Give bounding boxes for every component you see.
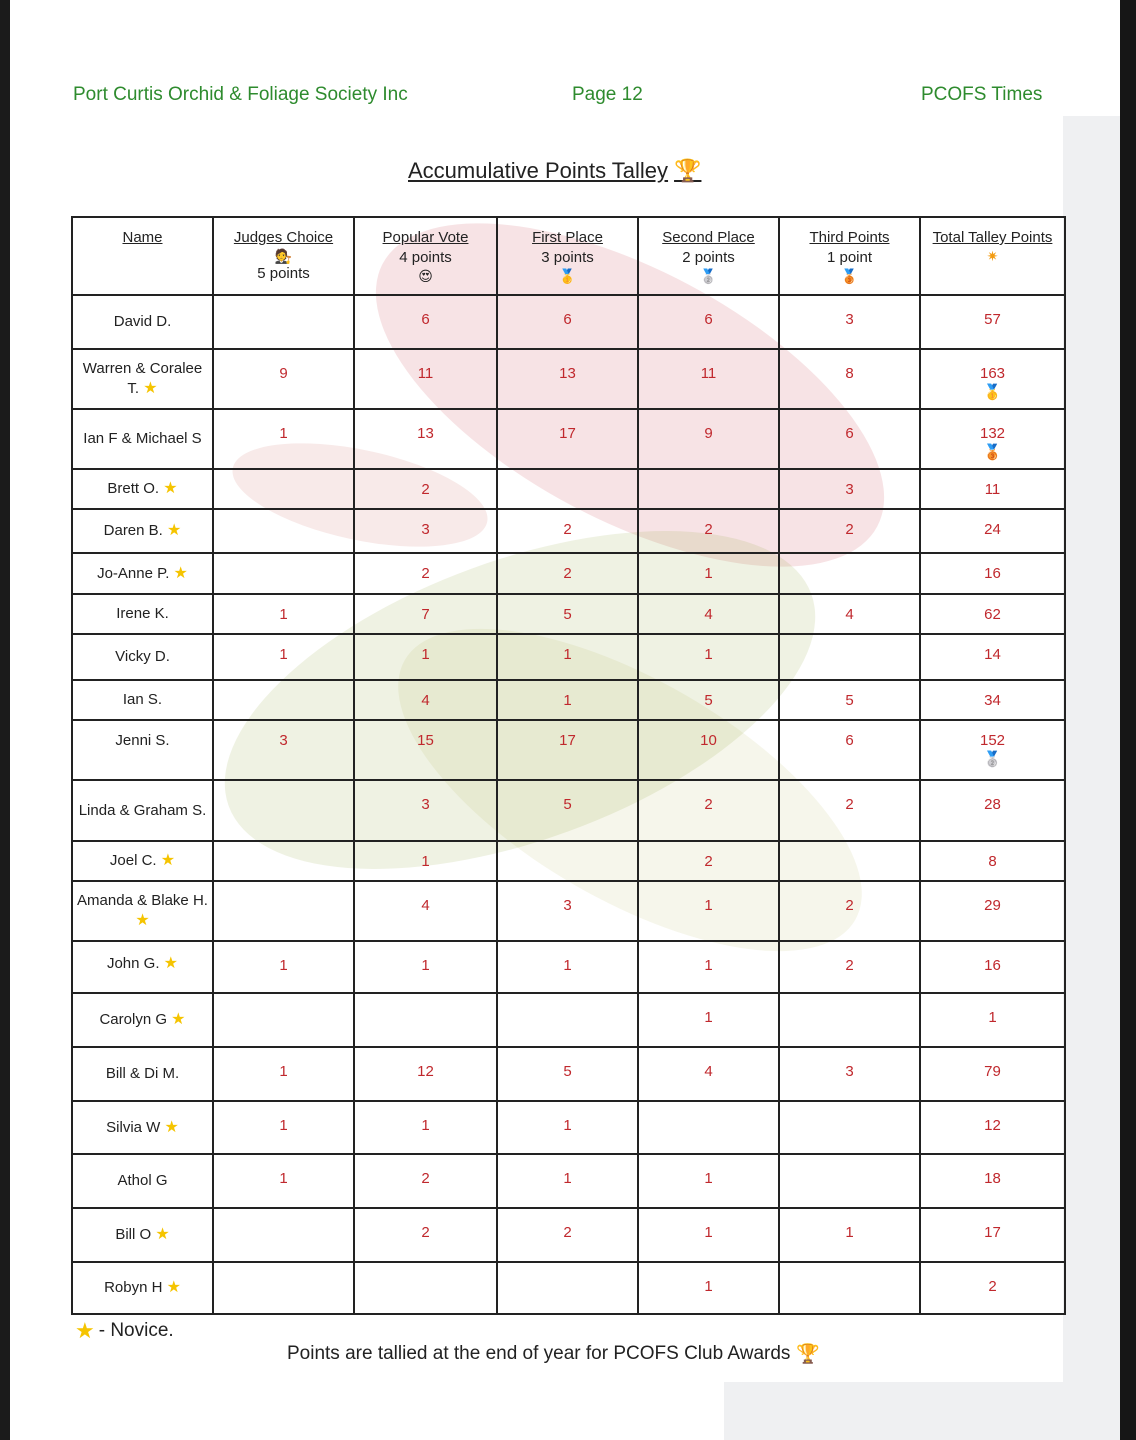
third-points-cell (779, 1154, 920, 1208)
table-row (72, 881, 1065, 941)
total-points-cell: 34 (920, 680, 1065, 720)
total-points-value: 163 (979, 365, 1006, 382)
second-place-cell: 1 (638, 553, 779, 594)
popular-vote-cell: 3 (354, 509, 497, 553)
popular-vote-cell: 1 (354, 1101, 497, 1154)
heart-eyes-icon: 😍 (418, 268, 433, 284)
newsletter-page (10, 0, 1120, 1440)
third-points-cell: 6 (779, 720, 920, 780)
member-name-text: Daren B. (103, 522, 163, 539)
third-points-cell: 3 (779, 295, 920, 349)
third-points-cell (779, 553, 920, 594)
header-judges-label: Judges Choice (233, 229, 334, 246)
third-points-cell (779, 841, 920, 881)
page-title-text: Accumulative Points Talley (408, 158, 669, 183)
popular-vote-cell: 4 (354, 680, 497, 720)
footer-note-text: Points are tallied at the end of year for PCOFS Club Awards (287, 1343, 791, 1364)
total-points-cell: 8 (920, 841, 1065, 881)
second-place-cell: 1 (638, 634, 779, 680)
novice-star-icon: ★ (171, 1011, 186, 1028)
novice-star-icon: ★ (164, 1118, 179, 1136)
total-points-cell: 1 (920, 993, 1065, 1047)
silver-medal-icon: 🥈 (699, 268, 718, 284)
table-row (72, 993, 1065, 1047)
header-third-label: Third Points (809, 229, 890, 246)
second-place-cell: 1 (638, 993, 779, 1047)
judges-choice-cell: 1 (213, 1154, 354, 1208)
third-points-cell: 5 (779, 680, 920, 720)
judges-choice-cell: 9 (213, 349, 354, 409)
table-row (72, 1262, 1065, 1314)
popular-vote-cell (354, 993, 497, 1047)
second-place-cell: 6 (638, 295, 779, 349)
table-row (72, 680, 1065, 720)
member-name-text: Irene K. (116, 605, 169, 622)
member-name (72, 509, 213, 553)
table-body (72, 295, 1065, 1314)
header-first-points: 3 points (541, 249, 594, 266)
novice-star-icon: ★ (167, 522, 182, 539)
novice-star-icon: ★ (166, 1279, 181, 1296)
member-name (72, 1101, 213, 1154)
novice-star-icon: ★ (155, 1226, 170, 1243)
total-points-cell: 28 (920, 780, 1065, 841)
total-points-cell: 16 (920, 553, 1065, 594)
member-name (72, 1154, 213, 1208)
first-place-cell (497, 469, 638, 509)
third-points-cell: 2 (779, 509, 920, 553)
table-row (72, 1208, 1065, 1262)
table-row (72, 553, 1065, 594)
total-points-cell (920, 720, 1065, 780)
first-place-cell: 17 (497, 720, 638, 780)
third-points-cell: 2 (779, 941, 920, 993)
page-title (408, 158, 701, 184)
total-points-value: 132 (979, 425, 1006, 442)
judges-choice-cell (213, 553, 354, 594)
footer-note (287, 1342, 820, 1366)
total-points-cell: 14 (920, 634, 1065, 680)
table-row (72, 509, 1065, 553)
judges-choice-cell: 1 (213, 941, 354, 993)
second-place-cell: 1 (638, 1154, 779, 1208)
first-place-cell: 17 (497, 409, 638, 469)
judges-choice-cell (213, 841, 354, 881)
novice-star-icon: ★ (173, 564, 188, 582)
total-points-cell: 2 (920, 1262, 1065, 1314)
trophy-icon: 🏆 (796, 1344, 821, 1365)
judges-choice-cell: 1 (213, 1101, 354, 1154)
header-second-place (638, 217, 779, 295)
header-third-points: 1 point (826, 249, 873, 266)
table-row (72, 295, 1065, 349)
header-name (72, 217, 213, 295)
header-popular-vote (354, 217, 497, 295)
third-points-cell: 2 (779, 881, 920, 941)
judges-choice-cell (213, 509, 354, 553)
page-number: Page 12 (572, 84, 643, 105)
table-row (72, 1101, 1065, 1154)
popular-vote-cell: 12 (354, 1047, 497, 1101)
judges-choice-cell (213, 680, 354, 720)
member-name-text: Carolyn G (99, 1011, 167, 1028)
second-place-cell: 4 (638, 594, 779, 634)
header-popular-label: Popular Vote (382, 229, 469, 246)
bronze-medal-icon: 🥉 (983, 444, 1002, 461)
first-place-cell: 1 (497, 941, 638, 993)
second-place-cell: 1 (638, 1262, 779, 1314)
popular-vote-cell: 3 (354, 780, 497, 841)
judge-icon: 🧑‍⚖️ (274, 248, 293, 264)
popular-vote-cell: 2 (354, 469, 497, 509)
points-talley-table (71, 216, 1066, 1315)
header-judges-choice (213, 217, 354, 295)
first-place-cell: 5 (497, 780, 638, 841)
table-row (72, 594, 1065, 634)
first-place-cell: 3 (497, 881, 638, 941)
member-name-text: Silvia W (106, 1118, 161, 1136)
judges-choice-cell: 1 (213, 1047, 354, 1101)
total-points-cell: 62 (920, 594, 1065, 634)
second-place-cell: 5 (638, 680, 779, 720)
first-place-cell: 6 (497, 295, 638, 349)
publication-name: PCOFS Times (921, 84, 1043, 105)
popular-vote-cell: 15 (354, 720, 497, 780)
first-place-cell: 2 (497, 1208, 638, 1262)
total-points-cell: 12 (920, 1101, 1065, 1154)
novice-star-icon: ★ (135, 912, 150, 929)
second-place-cell: 2 (638, 841, 779, 881)
member-name (72, 1208, 213, 1262)
second-place-cell: 1 (638, 941, 779, 993)
first-place-cell: 1 (497, 1154, 638, 1208)
header-second-points: 2 points (682, 249, 735, 266)
table-row (72, 841, 1065, 881)
total-points-value: 152 (979, 732, 1006, 749)
judges-choice-cell (213, 295, 354, 349)
member-name (72, 469, 213, 509)
judges-choice-cell (213, 881, 354, 941)
first-place-cell: 13 (497, 349, 638, 409)
total-points-cell: 24 (920, 509, 1065, 553)
member-name (72, 993, 213, 1047)
third-points-cell (779, 993, 920, 1047)
third-points-cell: 3 (779, 469, 920, 509)
second-place-cell: 10 (638, 720, 779, 780)
third-points-cell: 6 (779, 409, 920, 469)
popular-vote-cell: 1 (354, 841, 497, 881)
member-name (72, 349, 213, 409)
second-place-cell: 4 (638, 1047, 779, 1101)
second-place-cell: 1 (638, 1208, 779, 1262)
member-name (72, 780, 213, 841)
first-place-cell: 5 (497, 594, 638, 634)
header-popular-points: 4 points (399, 249, 452, 266)
total-points-cell: 79 (920, 1047, 1065, 1101)
judges-choice-cell: 3 (213, 720, 354, 780)
header-first-place (497, 217, 638, 295)
table-row (72, 941, 1065, 993)
first-place-cell: 1 (497, 634, 638, 680)
popular-vote-cell: 2 (354, 1154, 497, 1208)
first-place-cell (497, 993, 638, 1047)
table-row (72, 409, 1065, 469)
member-name (72, 634, 213, 680)
total-points-cell: 57 (920, 295, 1065, 349)
first-place-cell: 2 (497, 553, 638, 594)
member-name (72, 680, 213, 720)
novice-legend-text: - Novice. (98, 1320, 174, 1341)
table-row (72, 634, 1065, 680)
total-points-cell: 17 (920, 1208, 1065, 1262)
table-row (72, 780, 1065, 841)
judges-choice-cell (213, 993, 354, 1047)
member-name (72, 1262, 213, 1314)
popular-vote-cell (354, 1262, 497, 1314)
third-points-cell: 4 (779, 594, 920, 634)
burst-icon: ✷ (986, 248, 999, 264)
member-name-text: Linda & Graham S. (78, 801, 207, 819)
society-name: Port Curtis Orchid & Foliage Society Inc (73, 84, 408, 105)
third-points-cell: 3 (779, 1047, 920, 1101)
third-points-cell (779, 634, 920, 680)
member-name-text: Bill & Di M. (105, 1065, 180, 1082)
header-total-talley (920, 217, 1065, 295)
table-row (72, 1154, 1065, 1208)
third-points-cell (779, 1101, 920, 1154)
member-name (72, 594, 213, 634)
table-row (72, 469, 1065, 509)
judges-choice-cell (213, 469, 354, 509)
second-place-cell (638, 1101, 779, 1154)
member-name-text: Jo-Anne P. (97, 564, 170, 582)
header-third-points (779, 217, 920, 295)
header-second-label: Second Place (662, 229, 755, 246)
member-name-text: John G. (106, 955, 160, 972)
header-judges-points: 5 points (257, 265, 310, 282)
bronze-medal-icon: 🥉 (840, 268, 859, 284)
member-name (72, 841, 213, 881)
second-place-cell: 9 (638, 409, 779, 469)
judges-choice-cell: 1 (213, 594, 354, 634)
popular-vote-cell: 11 (354, 349, 497, 409)
popular-vote-cell: 2 (354, 1208, 497, 1262)
third-points-cell: 2 (779, 780, 920, 841)
member-name-text: Ian F & Michael S (83, 430, 202, 447)
third-points-cell (779, 1262, 920, 1314)
first-place-cell: 1 (497, 680, 638, 720)
novice-star-icon: ★ (160, 852, 176, 869)
gold-medal-icon: 🥇 (983, 384, 1002, 401)
novice-star-icon: ★ (163, 480, 178, 497)
member-name-text: Brett O. (107, 480, 160, 497)
member-name-text: Warren & Coralee T. (82, 360, 203, 397)
third-points-cell: 8 (779, 349, 920, 409)
member-name (72, 941, 213, 993)
first-place-cell (497, 841, 638, 881)
popular-vote-cell: 7 (354, 594, 497, 634)
second-place-cell: 1 (638, 881, 779, 941)
total-points-cell: 16 (920, 941, 1065, 993)
table-header-row (72, 217, 1065, 295)
popular-vote-cell: 6 (354, 295, 497, 349)
member-name-text: Athol G (117, 1172, 168, 1189)
member-name-text: Joel C. (109, 852, 157, 869)
member-name-text: David D. (113, 313, 172, 330)
header-first-label: First Place (532, 229, 603, 246)
first-place-cell: 2 (497, 509, 638, 553)
member-name (72, 409, 213, 469)
second-place-cell: 11 (638, 349, 779, 409)
total-points-cell: 18 (920, 1154, 1065, 1208)
member-name (72, 881, 213, 941)
trophy-icon: 🏆 (674, 158, 702, 183)
member-name-text: Vicky D. (115, 648, 170, 665)
member-name-text: Bill O (115, 1226, 152, 1243)
popular-vote-cell: 1 (354, 941, 497, 993)
judges-choice-cell (213, 780, 354, 841)
member-name-text: Amanda & Blake H. (77, 892, 208, 909)
member-name-text: Jenni S. (115, 732, 170, 749)
judges-choice-cell: 1 (213, 409, 354, 469)
novice-star-icon: ★ (75, 1318, 95, 1343)
judges-choice-cell: 1 (213, 634, 354, 680)
second-place-cell: 2 (638, 780, 779, 841)
second-place-cell (638, 469, 779, 509)
right-frame-bar (1120, 0, 1136, 1440)
member-name-text: Robyn H (104, 1279, 163, 1296)
first-place-cell: 5 (497, 1047, 638, 1101)
table-row (72, 720, 1065, 780)
member-name-text: Ian S. (122, 691, 163, 708)
table-row (72, 349, 1065, 409)
member-name (72, 295, 213, 349)
popular-vote-cell: 13 (354, 409, 497, 469)
member-name (72, 1047, 213, 1101)
silver-medal-icon: 🥈 (983, 751, 1002, 768)
novice-star-icon: ★ (143, 380, 158, 397)
header-total-label: Total Talley Points (932, 229, 1053, 246)
novice-legend (75, 1318, 174, 1344)
left-frame-bar (0, 0, 10, 1440)
member-name (72, 720, 213, 780)
novice-star-icon: ★ (163, 955, 179, 972)
first-place-cell: 1 (497, 1101, 638, 1154)
total-points-cell: 11 (920, 469, 1065, 509)
popular-vote-cell: 1 (354, 634, 497, 680)
table-row (72, 1047, 1065, 1101)
gold-medal-icon: 🥇 (558, 268, 577, 284)
first-place-cell (497, 1262, 638, 1314)
judges-choice-cell (213, 1208, 354, 1262)
member-name (72, 553, 213, 594)
total-points-cell (920, 409, 1065, 469)
header-name-label: Name (122, 229, 163, 246)
second-place-cell: 2 (638, 509, 779, 553)
popular-vote-cell: 2 (354, 553, 497, 594)
total-points-cell (920, 349, 1065, 409)
judges-choice-cell (213, 1262, 354, 1314)
total-points-cell: 29 (920, 881, 1065, 941)
popular-vote-cell: 4 (354, 881, 497, 941)
third-points-cell: 1 (779, 1208, 920, 1262)
